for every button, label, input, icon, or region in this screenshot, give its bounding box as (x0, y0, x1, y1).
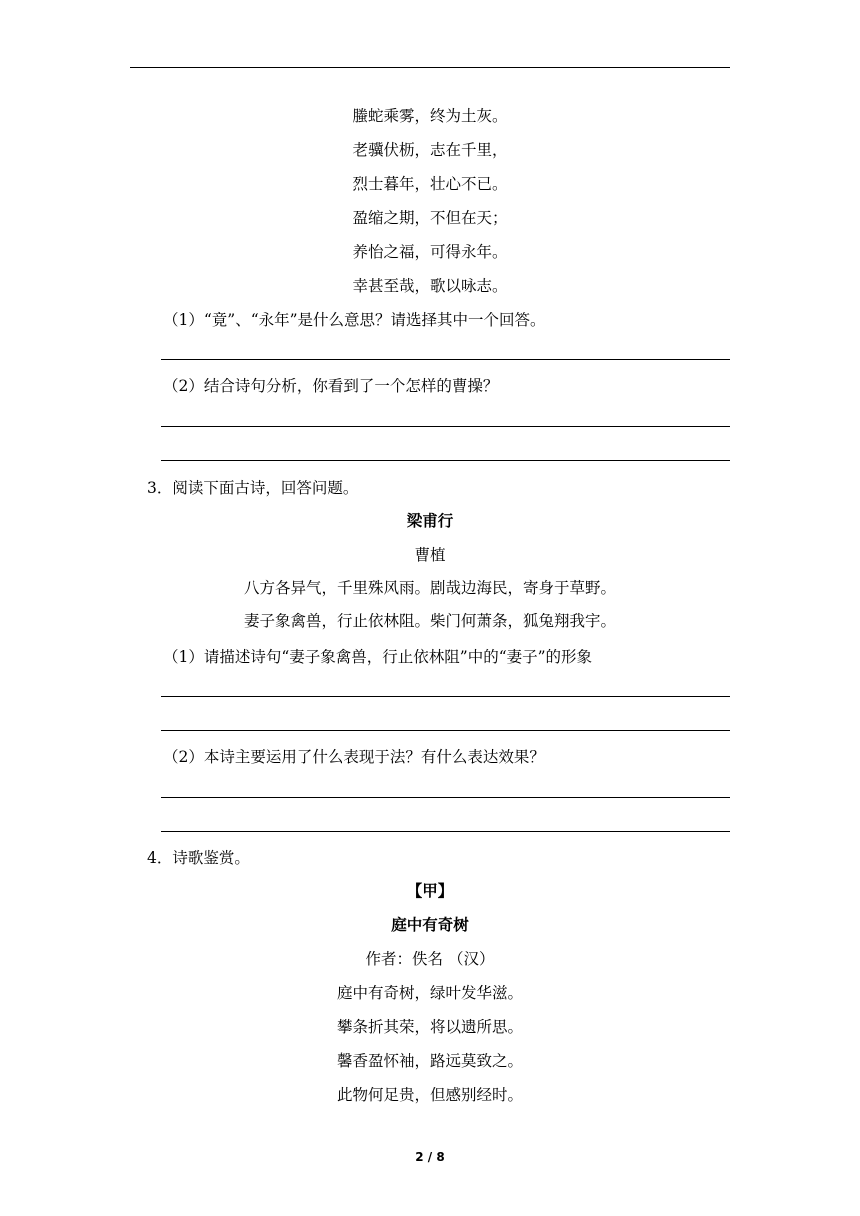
poem-line: 庭中有奇树，绿叶发华滋。 (336, 984, 523, 1002)
answer-line[interactable] (161, 730, 730, 731)
poem-author: 作者：佚名 （汉） (365, 950, 495, 968)
section-3-heading: 3．阅读下面古诗，回答问题。 (147, 479, 359, 497)
answer-line[interactable] (161, 359, 730, 360)
answer-line[interactable] (161, 797, 730, 798)
section-4-heading: 4．诗歌鉴赏。 (147, 849, 250, 867)
poem-title: 梁甫行 (406, 512, 454, 530)
poem-line: 此物何足贵，但感别经时。 (336, 1086, 523, 1104)
poem-line: 螣蛇乘雾，终为土灰。 (352, 107, 508, 125)
question-1: （1）“竟”、“永年”是什么意思？请选择其中一个回答。 (163, 311, 546, 329)
poem-line: 八方各异气，千里殊风雨。剧哉边海民，寄身于草野。 (243, 579, 616, 597)
poem-line: 养怡之福，可得永年。 (352, 243, 508, 261)
poem-line: 盈缩之期，不但在天； (352, 209, 508, 227)
poem-line: 妻子象禽兽，行止依林阻。柴门何萧条，狐兔翔我宇。 (243, 612, 616, 630)
poem-author: 曹植 (414, 546, 446, 564)
header-rule (130, 67, 730, 68)
answer-line[interactable] (161, 831, 730, 832)
answer-line[interactable] (161, 696, 730, 697)
question-2: （2）结合诗句分析，你看到了一个怎样的曹操？ (163, 377, 499, 395)
answer-line[interactable] (161, 460, 730, 461)
page-number: 2 / 8 (415, 1150, 445, 1164)
poem-title: 庭中有奇树 (391, 916, 469, 934)
poem-line: 攀条折其荣，将以遗所思。 (336, 1018, 523, 1036)
poem-line: 幸甚至哉，歌以咏志。 (352, 277, 508, 295)
poem-line: 馨香盈怀袖，路远莫致之。 (336, 1052, 523, 1070)
question-2: （2）本诗主要运用了什么表现于法？有什么表达效果？ (163, 748, 545, 766)
poem-label: 【甲】 (406, 882, 454, 900)
poem-line: 老骥伏枥，志在千里， (352, 141, 508, 159)
question-1: （1）请描述诗句“妻子象禽兽，行止依林阻”中的“妻子”的形象 (163, 648, 593, 666)
answer-line[interactable] (161, 426, 730, 427)
poem-line: 烈士暮年，壮心不已。 (352, 175, 508, 193)
